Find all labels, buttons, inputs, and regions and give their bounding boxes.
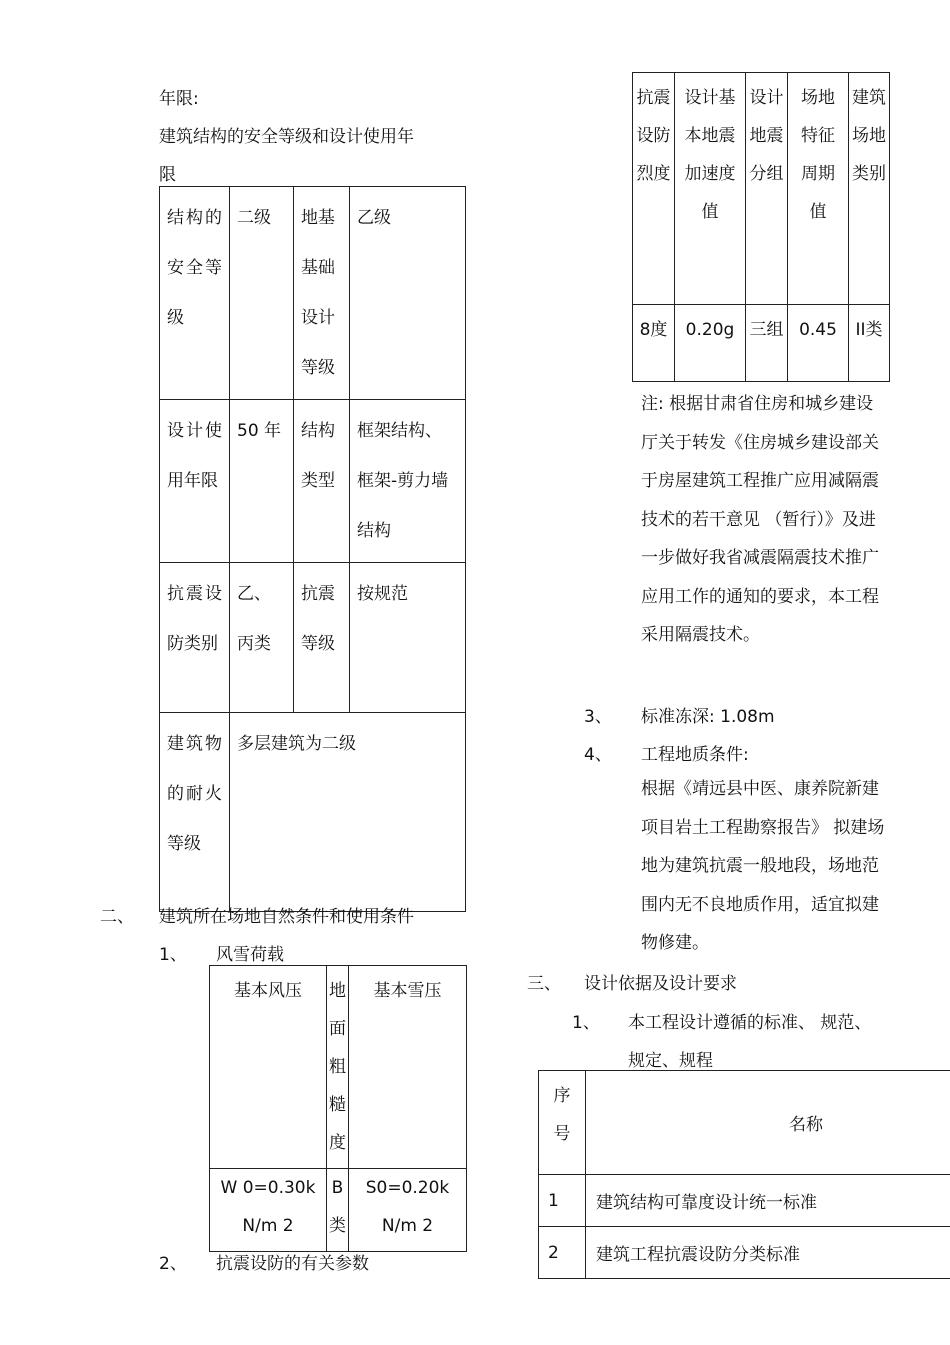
cell-name-header: 名称 [789,1115,823,1135]
cell-site-class-header: 建筑场地类别 [852,88,886,184]
cell-seismic-category-value: 乙、丙类 [237,584,271,654]
text-nianxian: 年限: [159,89,199,109]
cell-foundation-level-value: 乙级 [357,208,391,228]
item-3-1-text-cont: 规定、规程 [628,1051,713,1071]
cell-fire-rating-value: 多层建筑为二级 [237,734,356,754]
text-safety-heading: 建筑结构的安全等级和设计使用年 [159,127,414,147]
cell-row-1-no: 1 [548,1190,559,1211]
cell-row-2-name: 建筑工程抗震设防分类标准 [596,1245,800,1265]
cell-structure-type-value: 框架结构、框架-剪力墙结构 [357,421,449,541]
wind-snow-table [209,965,467,1252]
standards-table [538,1070,950,1279]
safety-level-table [159,186,466,912]
cell-seismic-grade-value: 按规范 [357,584,408,604]
text-safety-heading-cont: 限 [159,165,176,185]
cell-group-header: 设计地震分组 [749,88,784,184]
item-2-title: 抗震设防的有关参数 [216,1254,369,1274]
cell-row-1-name: 建筑结构可靠度设计统一标准 [596,1193,817,1213]
note-paragraph: 注: 根据甘肃省住房和城乡建设厅关于转发《住房城乡建设部关于房屋建筑工程推广应用减隔震技术的若干意见 （暂行）》及进一步做好我省减震隔震技术推广应用工作的通知的要求，本工程采用隔震技术。 [641,394,879,645]
cell-site-class-value: II类 [855,320,883,340]
cell-foundation-level-label: 地基基础设计等级 [301,208,335,378]
item-3-1-text: 本工程设计遵循的标准、 规范、 [628,1013,872,1033]
cell-snow-pressure-value: S0=0.20k N/m 2 [365,1178,450,1236]
item-3-text: 标准冻深: 1.08m [641,707,775,727]
item-4-number: 4、 [584,745,612,765]
section-2-title: 建筑所在场地自然条件和使用条件 [159,907,414,927]
cell-acceleration-header: 设计基本地震加速度值 [684,88,736,222]
cell-wind-pressure-header: 基本风压 [234,981,302,1001]
cell-seismic-grade-label: 抗震等级 [301,584,335,654]
cell-intensity-header: 抗震设防烈度 [636,88,671,184]
cell-structure-type-label: 结构类型 [301,421,335,491]
cell-serial-header: 序号 [553,1086,571,1144]
cell-fire-rating-label: 建筑物的耐火等级 [167,734,222,854]
cell-safety-level-value: 二级 [237,208,271,228]
cell-group-value: 三组 [749,320,784,340]
item-1-number: 1、 [159,945,187,965]
cell-service-life-label: 设计使用年限 [167,421,222,491]
section-3-title: 设计依据及设计要求 [584,974,737,994]
cell-seismic-category-label: 抗震设防类别 [167,584,222,654]
cell-period-header: 场地特征周期值 [801,88,835,222]
cell-intensity-value: 8度 [639,320,668,340]
cell-roughness-header: 地面粗糙度 [329,981,346,1153]
item-2-number: 2、 [159,1254,187,1274]
item-4-title: 工程地质条件: [641,745,749,765]
cell-roughness-value: B类 [329,1178,346,1236]
geology-paragraph: 根据《靖远县中医、康养院新建项目岩土工程勘察报告》 拟建场地为建筑抗震一般地段，场地范围内无不良地质作用，适宜拟建物修建。 [641,779,885,953]
section-3-number: 三、 [527,974,561,994]
section-2-number: 二、 [100,907,134,927]
cell-period-value: 0.45 [799,320,837,340]
cell-safety-level-label: 结构的安全等级 [167,208,222,328]
cell-wind-pressure-value: W 0=0.30k N/m 2 [220,1178,316,1236]
cell-snow-pressure-header: 基本雪压 [373,981,442,1001]
cell-service-life-value: 50 年 [237,421,282,441]
item-3-number: 3、 [584,707,612,727]
seismic-parameters-table [632,72,890,382]
cell-row-2-no: 2 [548,1242,559,1263]
item-1-title: 风雪荷载 [216,945,284,965]
item-3-1-number: 1、 [572,1013,600,1033]
cell-acceleration-value: 0.20g [685,320,735,340]
